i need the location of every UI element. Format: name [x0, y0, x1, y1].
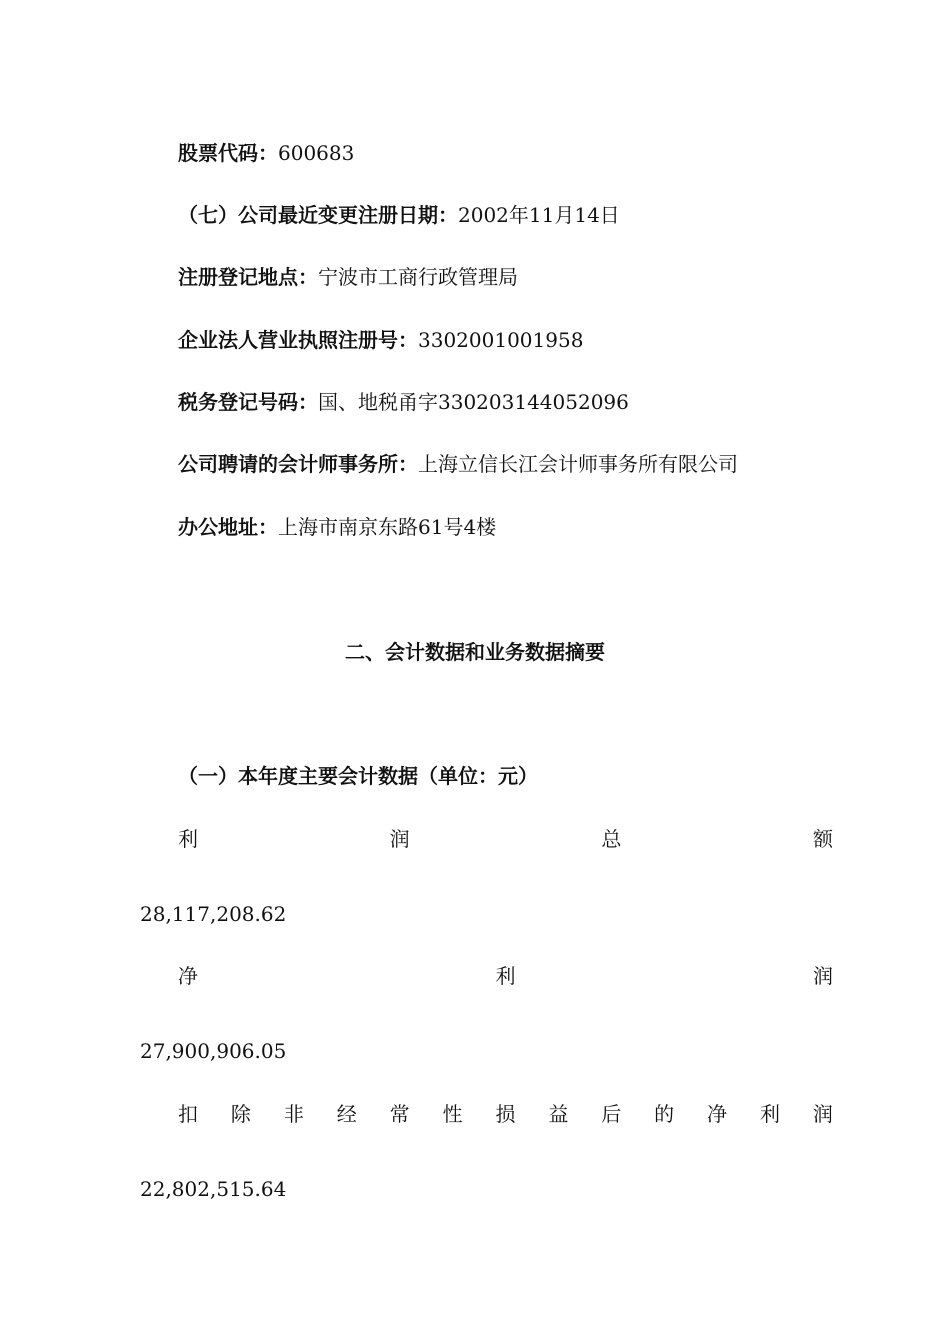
item-char: 净 — [707, 1102, 728, 1126]
item-char: 性 — [442, 1102, 463, 1126]
accounting-firm-line — [178, 450, 738, 478]
office-address-label: 办公地址： — [178, 515, 278, 539]
item-char: 润 — [813, 964, 833, 988]
registration-change-date-value: 2002年11月14日 — [458, 203, 620, 227]
office-address-value: 上海市南京东路61号4楼 — [278, 515, 497, 539]
registration-place-value: 宁波市工商行政管理局 — [318, 265, 518, 289]
item-char: 润 — [812, 1102, 833, 1126]
item-net-profit-amount: 27,900,906.05 — [140, 1039, 287, 1063]
item-char: 损 — [495, 1102, 516, 1126]
item-net-profit-label — [178, 962, 833, 990]
tax-registration-value: 国、地税甬字330203144052096 — [318, 390, 629, 414]
item-char: 总 — [601, 827, 622, 851]
item-adjusted-net-profit-amount: 22,802,515.64 — [140, 1177, 287, 1201]
item-char: 益 — [548, 1102, 569, 1126]
item-char: 利 — [178, 827, 198, 851]
office-address-line — [178, 513, 496, 541]
stock-code-label: 股票代码： — [178, 141, 278, 165]
business-license-line — [178, 326, 583, 354]
item-char: 非 — [283, 1102, 304, 1126]
item-total-profit-amount: 28,117,208.62 — [140, 902, 287, 926]
subsection-title: （一）本年度主要会计数据（单位：元） — [178, 764, 538, 788]
stock-code-line — [178, 139, 354, 167]
tax-registration-line — [178, 388, 629, 416]
item-char: 利 — [495, 964, 516, 988]
item-char: 净 — [178, 964, 198, 988]
section-title: 二、会计数据和业务数据摘要 — [345, 640, 605, 664]
item-char: 润 — [389, 827, 410, 851]
registration-change-date-label: （七）公司最近变更注册日期： — [178, 203, 458, 227]
registration-place-label: 注册登记地点： — [178, 265, 318, 289]
item-adjusted-net-profit-label — [178, 1100, 833, 1128]
item-char: 经 — [336, 1102, 357, 1126]
accounting-firm-label: 公司聘请的会计师事务所： — [178, 452, 418, 476]
item-char: 常 — [389, 1102, 410, 1126]
item-char: 扣 — [178, 1102, 198, 1126]
business-license-value: 3302001001958 — [418, 328, 584, 352]
accounting-firm-value: 上海立信长江会计师事务所有限公司 — [418, 452, 738, 476]
item-char: 后 — [601, 1102, 622, 1126]
item-char: 额 — [812, 827, 833, 851]
business-license-label: 企业法人营业执照注册号： — [178, 328, 418, 352]
registration-place-line — [178, 263, 518, 291]
item-char: 的 — [654, 1102, 675, 1126]
registration-change-date-line — [178, 201, 620, 229]
stock-code-value: 600683 — [278, 141, 355, 165]
tax-registration-label: 税务登记号码： — [178, 390, 318, 414]
item-total-profit-label — [178, 825, 833, 853]
item-char: 利 — [759, 1102, 780, 1126]
item-char: 除 — [230, 1102, 251, 1126]
